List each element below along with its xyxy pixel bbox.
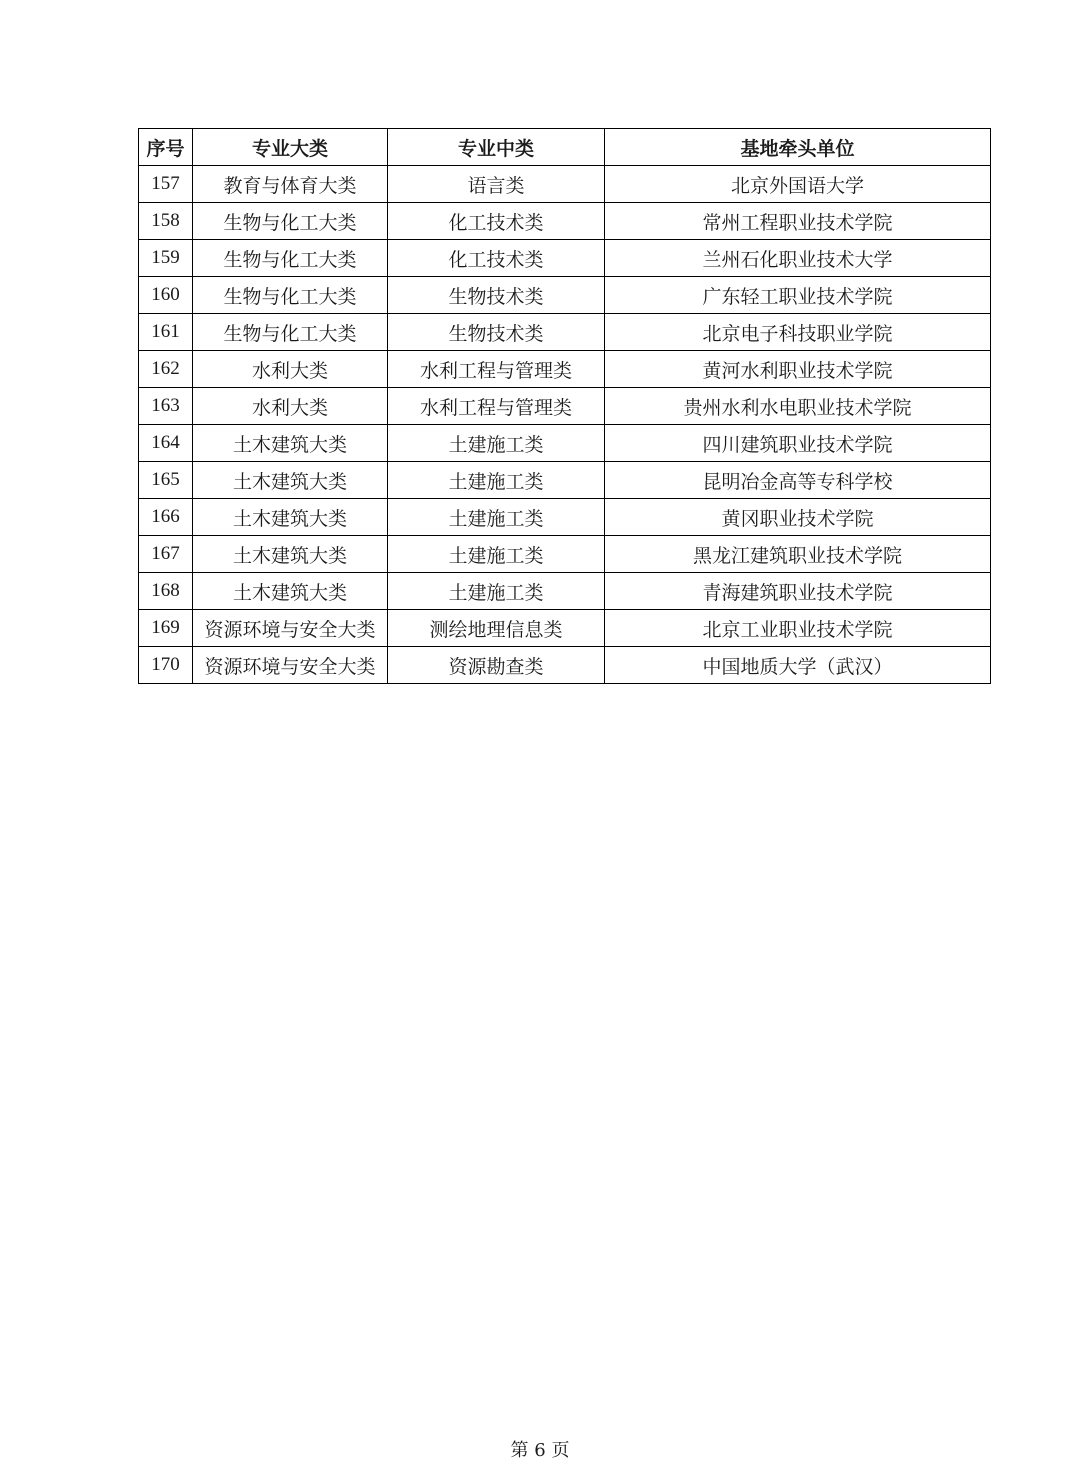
cell-major-subcategory: 土建施工类 [388, 462, 605, 499]
table-row [139, 166, 991, 203]
table-row [139, 573, 991, 610]
cell-serial: 158 [139, 203, 193, 240]
cell-major-category: 土木建筑大类 [193, 499, 388, 536]
cell-major-subcategory: 水利工程与管理类 [388, 388, 605, 425]
table-row [139, 647, 991, 684]
cell-major-subcategory: 化工技术类 [388, 203, 605, 240]
cell-lead-institution: 北京电子科技职业学院 [605, 314, 991, 351]
cell-lead-institution: 贵州水利水电职业技术学院 [605, 388, 991, 425]
cell-major-category: 资源环境与安全大类 [193, 610, 388, 647]
cell-lead-institution: 北京外国语大学 [605, 166, 991, 203]
cell-major-category: 生物与化工大类 [193, 203, 388, 240]
table-row [139, 203, 991, 240]
cell-major-category: 土木建筑大类 [193, 573, 388, 610]
cell-major-subcategory: 土建施工类 [388, 425, 605, 462]
cell-serial: 160 [139, 277, 193, 314]
cell-lead-institution: 黄冈职业技术学院 [605, 499, 991, 536]
table-row [139, 314, 991, 351]
table-row [139, 425, 991, 462]
cell-lead-institution: 广东轻工职业技术学院 [605, 277, 991, 314]
cell-major-subcategory: 测绘地理信息类 [388, 610, 605, 647]
cell-major-subcategory: 资源勘查类 [388, 647, 605, 684]
cell-lead-institution: 兰州石化职业技术大学 [605, 240, 991, 277]
table-row [139, 499, 991, 536]
cell-serial: 170 [139, 647, 193, 684]
cell-serial: 165 [139, 462, 193, 499]
table-row [139, 462, 991, 499]
table-row [139, 610, 991, 647]
cell-lead-institution: 青海建筑职业技术学院 [605, 573, 991, 610]
table-header-row [139, 129, 991, 166]
cell-major-subcategory: 语言类 [388, 166, 605, 203]
institution-table [138, 128, 991, 684]
cell-major-category: 生物与化工大类 [193, 277, 388, 314]
cell-major-category: 水利大类 [193, 351, 388, 388]
cell-serial: 169 [139, 610, 193, 647]
table-row [139, 351, 991, 388]
cell-serial: 159 [139, 240, 193, 277]
cell-major-category: 土木建筑大类 [193, 425, 388, 462]
cell-major-subcategory: 土建施工类 [388, 573, 605, 610]
cell-serial: 168 [139, 573, 193, 610]
cell-serial: 163 [139, 388, 193, 425]
cell-serial: 167 [139, 536, 193, 573]
header-major-subcategory: 专业中类 [388, 129, 605, 166]
cell-lead-institution: 中国地质大学（武汉） [605, 647, 991, 684]
cell-serial: 157 [139, 166, 193, 203]
table-row [139, 240, 991, 277]
table-body [139, 166, 991, 684]
header-major-category: 专业大类 [193, 129, 388, 166]
cell-serial: 164 [139, 425, 193, 462]
cell-major-subcategory: 生物技术类 [388, 277, 605, 314]
cell-major-category: 教育与体育大类 [193, 166, 388, 203]
cell-major-category: 水利大类 [193, 388, 388, 425]
page-number: 第 6 页 [510, 1440, 570, 1461]
table-row [139, 536, 991, 573]
cell-major-category: 生物与化工大类 [193, 240, 388, 277]
cell-major-category: 生物与化工大类 [193, 314, 388, 351]
cell-major-subcategory: 生物技术类 [388, 314, 605, 351]
cell-serial: 166 [139, 499, 193, 536]
cell-major-subcategory: 化工技术类 [388, 240, 605, 277]
cell-major-subcategory: 土建施工类 [388, 536, 605, 573]
cell-lead-institution: 北京工业职业技术学院 [605, 610, 991, 647]
cell-major-category: 土木建筑大类 [193, 462, 388, 499]
cell-lead-institution: 黑龙江建筑职业技术学院 [605, 536, 991, 573]
cell-major-subcategory: 水利工程与管理类 [388, 351, 605, 388]
header-lead-institution: 基地牵头单位 [605, 129, 991, 166]
header-serial: 序号 [139, 129, 193, 166]
cell-lead-institution: 四川建筑职业技术学院 [605, 425, 991, 462]
cell-serial: 162 [139, 351, 193, 388]
table-row [139, 277, 991, 314]
cell-major-subcategory: 土建施工类 [388, 499, 605, 536]
cell-lead-institution: 黄河水利职业技术学院 [605, 351, 991, 388]
table-row [139, 388, 991, 425]
cell-lead-institution: 常州工程职业技术学院 [605, 203, 991, 240]
cell-major-category: 土木建筑大类 [193, 536, 388, 573]
cell-lead-institution: 昆明冶金高等专科学校 [605, 462, 991, 499]
cell-serial: 161 [139, 314, 193, 351]
cell-major-category: 资源环境与安全大类 [193, 647, 388, 684]
